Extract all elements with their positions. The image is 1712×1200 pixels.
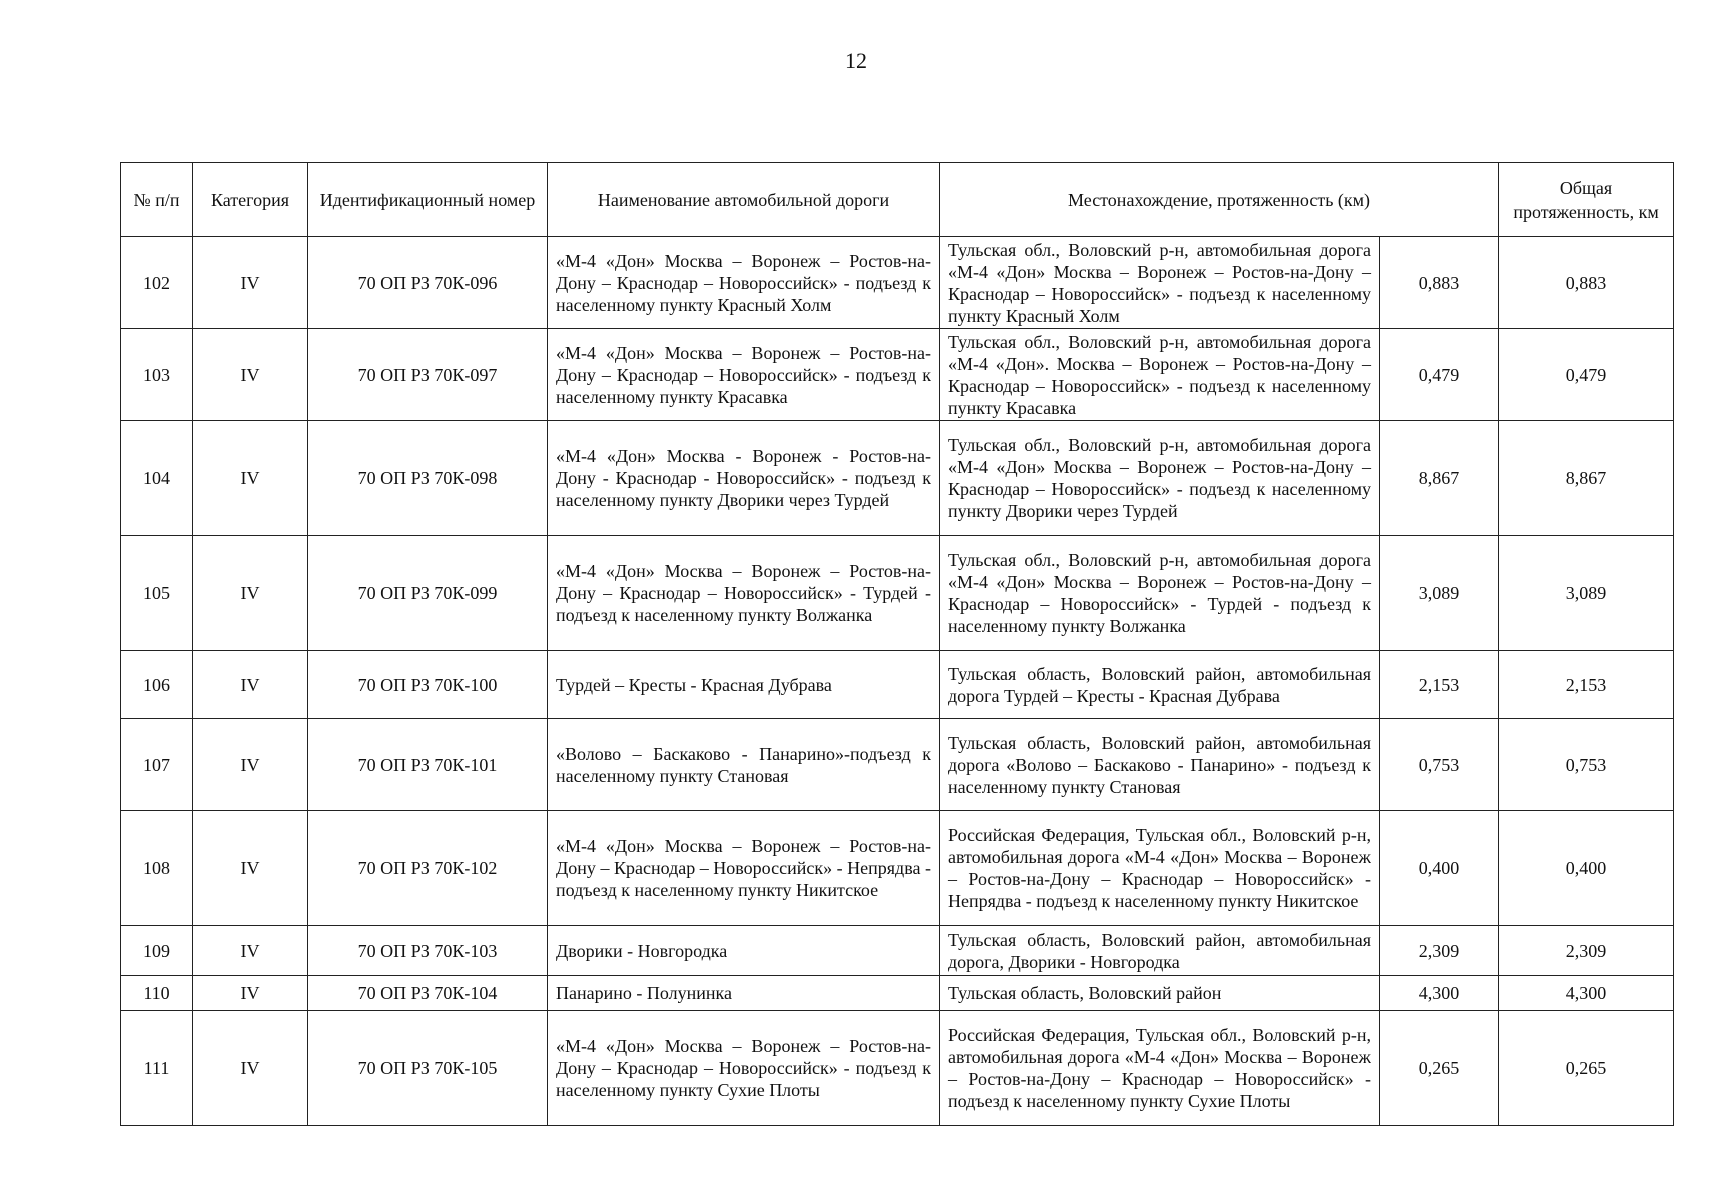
cell-location: Тульская область, Воловский район <box>940 976 1380 1011</box>
cell-id: 70 ОП РЗ 70К-100 <box>308 651 548 719</box>
header-location: Местонахождение, протяженность (км) <box>940 163 1499 237</box>
cell-road-name: «М-4 «Дон» Москва – Воронеж – Ростов-на-Дону – Краснодар – Новороссийск» - Непрядва - подъезд к населенному пункту Никитское <box>548 811 940 926</box>
cell-road-name: «М-4 «Дон» Москва – Воронеж – Ростов-на-Дону – Краснодар – Новороссийск» - подъезд к населенному пункту Красный Холм <box>548 237 940 329</box>
cell-category: IV <box>193 976 308 1011</box>
cell-category: IV <box>193 237 308 329</box>
cell-total-length: 0,265 <box>1499 1011 1674 1126</box>
header-number: № п/п <box>121 163 193 237</box>
cell-number: 102 <box>121 237 193 329</box>
cell-road-name: «Волово – Баскаково - Панарино»-подъезд к населенному пункту Становая <box>548 719 940 811</box>
cell-location: Тульская обл., Воловский р-н, автомобильная дорога «М-4 «Дон» Москва – Воронеж – Ростов-на-Дону – Краснодар – Новороссийск» - подъезд к населенному пункту Красный Холм <box>940 237 1380 329</box>
cell-id: 70 ОП РЗ 70К-098 <box>308 421 548 536</box>
cell-length: 0,753 <box>1380 719 1499 811</box>
table-header-row <box>121 163 1674 237</box>
cell-id: 70 ОП РЗ 70К-103 <box>308 926 548 976</box>
cell-road-name: «М-4 «Дон» Москва – Воронеж – Ростов-на-Дону – Краснодар – Новороссийск» - Турдей - подъезд к населенному пункту Волжанка <box>548 536 940 651</box>
cell-road-name: «М-4 «Дон» Москва - Воронеж - Ростов-на-Дону - Краснодар - Новороссийск» - подъезд к населенному пункту Дворики через Турдей <box>548 421 940 536</box>
cell-road-name: Панарино - Полунинка <box>548 976 940 1011</box>
table-row <box>121 811 1674 926</box>
cell-total-length: 4,300 <box>1499 976 1674 1011</box>
table-row <box>121 651 1674 719</box>
header-total-length: Общая протяженность, км <box>1499 163 1674 237</box>
page-number: 12 <box>845 48 867 73</box>
cell-length: 3,089 <box>1380 536 1499 651</box>
cell-road-name: Дворики - Новгородка <box>548 926 940 976</box>
cell-location: Тульская область, Воловский район, автомобильная дорога Турдей – Кресты - Красная Дубрава <box>940 651 1380 719</box>
table-row <box>121 1011 1674 1126</box>
table-row <box>121 926 1674 976</box>
cell-id: 70 ОП РЗ 70К-099 <box>308 536 548 651</box>
cell-total-length: 3,089 <box>1499 536 1674 651</box>
cell-length: 8,867 <box>1380 421 1499 536</box>
cell-category: IV <box>193 651 308 719</box>
table-row <box>121 719 1674 811</box>
cell-category: IV <box>193 329 308 421</box>
cell-category: IV <box>193 811 308 926</box>
cell-location: Российская Федерация, Тульская обл., Воловский р-н, автомобильная дорога «М-4 «Дон» Москва – Воронеж – Ростов-на-Дону – Краснодар – Новороссийск» - подъезд к населенному пункту Сухие Плоты <box>940 1011 1380 1126</box>
header-road-name: Наименование автомобильной дороги <box>548 163 940 237</box>
cell-location: Тульская область, Воловский район, автомобильная дорога, Дворики - Новгородка <box>940 926 1380 976</box>
cell-length: 2,309 <box>1380 926 1499 976</box>
cell-length: 0,883 <box>1380 237 1499 329</box>
cell-location: Тульская обл., Воловский р-н, автомобильная дорога «М-4 «Дон» Москва – Воронеж – Ростов-на-Дону – Краснодар – Новороссийск» - Турдей - подъезд к населенному пункту Волжанка <box>940 536 1380 651</box>
cell-id: 70 ОП РЗ 70К-096 <box>308 237 548 329</box>
cell-length: 4,300 <box>1380 976 1499 1011</box>
cell-length: 0,265 <box>1380 1011 1499 1126</box>
cell-id: 70 ОП РЗ 70К-097 <box>308 329 548 421</box>
cell-category: IV <box>193 719 308 811</box>
cell-location: Тульская обл., Воловский р-н, автомобильная дорога «М-4 «Дон» Москва – Воронеж – Ростов-на-Дону – Краснодар – Новороссийск» - подъезд к населенному пункту Дворики через Турдей <box>940 421 1380 536</box>
cell-number: 107 <box>121 719 193 811</box>
cell-number: 108 <box>121 811 193 926</box>
roads-table <box>120 162 1674 1126</box>
cell-total-length: 0,479 <box>1499 329 1674 421</box>
table-row <box>121 976 1674 1011</box>
cell-category: IV <box>193 926 308 976</box>
header-category: Категория <box>193 163 308 237</box>
cell-location: Тульская область, Воловский район, автомобильная дорога «Волово – Баскаково - Панарино» - подъезд к населенному пункту Становая <box>940 719 1380 811</box>
cell-total-length: 8,867 <box>1499 421 1674 536</box>
cell-total-length: 2,153 <box>1499 651 1674 719</box>
cell-length: 2,153 <box>1380 651 1499 719</box>
table-row <box>121 421 1674 536</box>
cell-number: 111 <box>121 1011 193 1126</box>
cell-number: 105 <box>121 536 193 651</box>
cell-id: 70 ОП РЗ 70К-101 <box>308 719 548 811</box>
cell-total-length: 0,400 <box>1499 811 1674 926</box>
cell-category: IV <box>193 421 308 536</box>
cell-length: 0,479 <box>1380 329 1499 421</box>
cell-category: IV <box>193 1011 308 1126</box>
cell-location: Тульская обл., Воловский р-н, автомобильная дорога «М-4 «Дон». Москва – Воронеж – Ростов-на-Дону – Краснодар – Новороссийск» - подъезд к населенному пункту Красавка <box>940 329 1380 421</box>
cell-number: 109 <box>121 926 193 976</box>
cell-total-length: 0,883 <box>1499 237 1674 329</box>
cell-road-name: «М-4 «Дон» Москва – Воронеж – Ростов-на-Дону – Краснодар – Новороссийск» - подъезд к населенному пункту Красавка <box>548 329 940 421</box>
cell-number: 106 <box>121 651 193 719</box>
cell-total-length: 2,309 <box>1499 926 1674 976</box>
table-row <box>121 237 1674 329</box>
cell-road-name: Турдей – Кресты - Красная Дубрава <box>548 651 940 719</box>
table-body <box>121 237 1674 1126</box>
cell-number: 103 <box>121 329 193 421</box>
table-row <box>121 329 1674 421</box>
cell-location: Российская Федерация, Тульская обл., Воловский р-н, автомобильная дорога «М-4 «Дон» Москва – Воронеж – Ростов-на-Дону – Краснодар – Новороссийск» - Непрядва - подъезд к населенному пункту Никитское <box>940 811 1380 926</box>
cell-id: 70 ОП РЗ 70К-105 <box>308 1011 548 1126</box>
cell-id: 70 ОП РЗ 70К-104 <box>308 976 548 1011</box>
cell-number: 110 <box>121 976 193 1011</box>
cell-road-name: «М-4 «Дон» Москва – Воронеж – Ростов-на-Дону – Краснодар – Новороссийск» - подъезд к населенному пункту Сухие Плоты <box>548 1011 940 1126</box>
cell-id: 70 ОП РЗ 70К-102 <box>308 811 548 926</box>
cell-category: IV <box>193 536 308 651</box>
table-row <box>121 536 1674 651</box>
cell-length: 0,400 <box>1380 811 1499 926</box>
cell-total-length: 0,753 <box>1499 719 1674 811</box>
header-id: Идентификационный номер <box>308 163 548 237</box>
cell-number: 104 <box>121 421 193 536</box>
